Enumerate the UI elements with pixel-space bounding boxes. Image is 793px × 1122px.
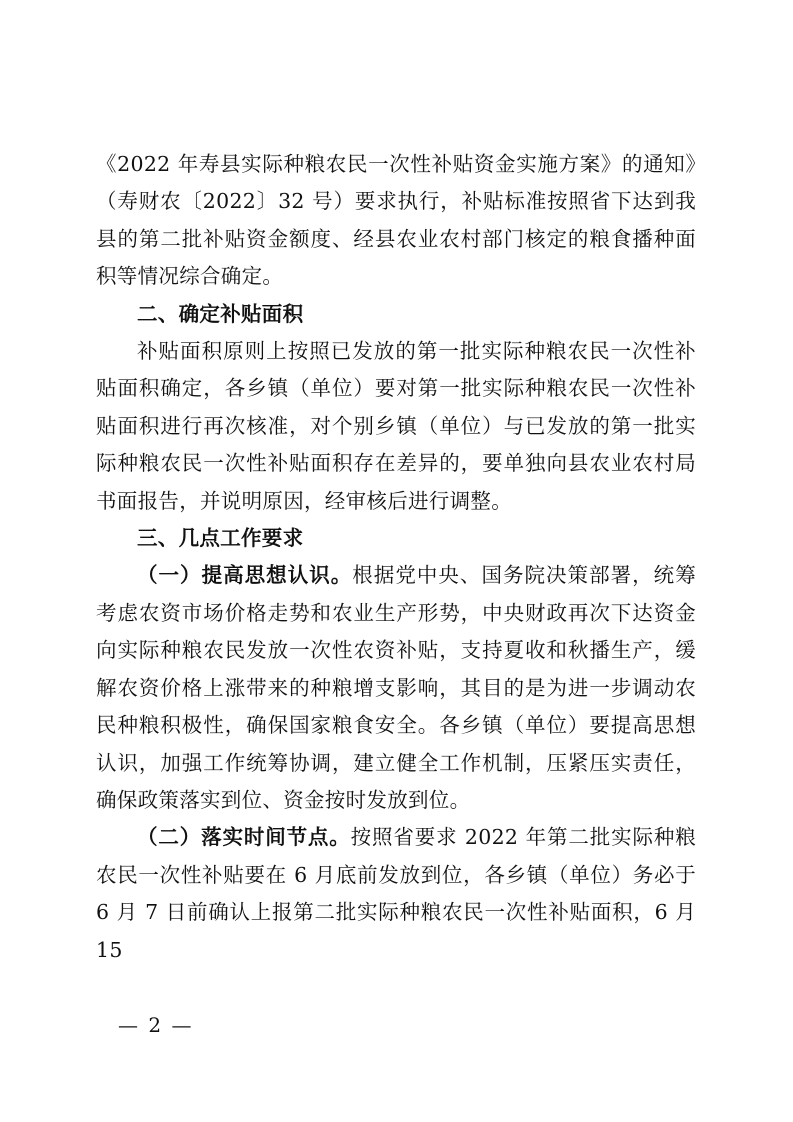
section-heading-3: 三、几点工作要求 [137,526,304,551]
body-text [96,146,696,969]
paragraph-requirement-2 [96,819,696,969]
section-heading-2: 二、确定补贴面积 [137,301,304,326]
requirement-1-title: （一）提高思想认识。 [137,563,353,588]
paragraph-subsidy-area: 补贴面积原则上按照已发放的第一批实际种粮农民一次性补贴面积确定，各乡镇（单位）要对第一批实际种粮农民一次性补贴面积进行再次核准，对个别乡镇（单位）与已发放的第一批实际种粮农民一次性补贴面积存在差异的，要单独向县农业农村局书面报告，并说明原因，经审核后进行调整。 [96,339,696,513]
paragraph-intro: 《2022 年寿县实际种粮农民一次性补贴资金实施方案》的通知》（寿财农〔2022〕32 号）要求执行，补贴标准按照省下达到我县的第二批补贴资金额度、经县农业农村部门核定的粮食播种面积等情况综合确定。 [96,152,696,289]
requirement-1-body: 根据党中央、国务院决策部署，统筹考虑农资市场价格走势和农业生产形势，中央财政再次下达资金向实际种粮农民发放一次性农资补贴，支持夏收和秋播生产，缓解农资价格上涨带来的种粮增支影响，其目的是为进一步调动农民种粮积极性，确保国家粮食安全。各乡镇（单位）要提高思想认识，加强工作统筹协调，建立健全工作机制，压紧压实责任，确保政策落实到位、资金按时发放到位。 [96,563,696,812]
page-number: — 2 — [118,1013,194,1037]
paragraph-requirement-1 [96,557,696,819]
requirement-2-title: （二）落实时间节点。 [137,825,351,850]
requirement-2-body: 按照省要求 2022 年第二批实际种粮农民一次性补贴要在 6 月底前发放到位，各乡镇（单位）务必于 6 月 7 日前确认上报第二批实际种粮农民一次性补贴面积，6 月 15 [96,825,697,962]
